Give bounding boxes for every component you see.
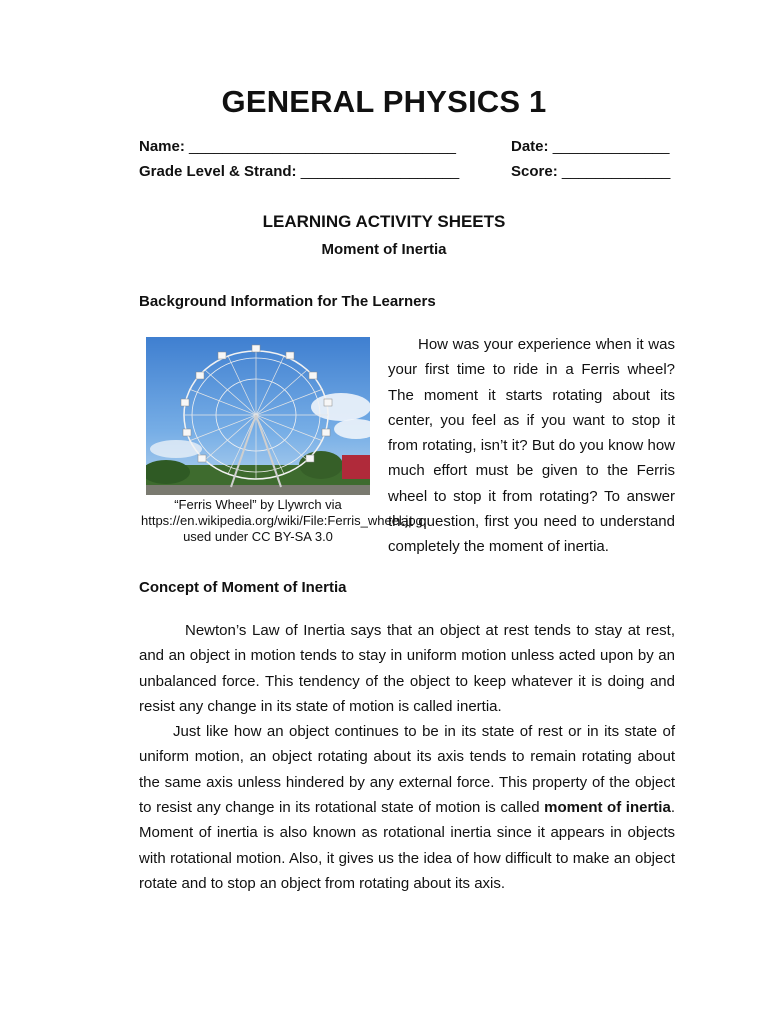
section-title: LEARNING ACTIVITY SHEETS	[262, 212, 506, 231]
concept-paragraph-1: Newton’s Law of Inertia says that an object at rest tends to stay at rest, and an object in motion tends to stay in uniform motion unless acted upon by an unbalanced force. This tendency of the object to keep whatever it is doing and resist any change in its state of motion is called inertia.	[139, 622, 675, 715]
image-caption: “Ferris Wheel” by Llywrch via https://en.wikipedia.org/wiki/File:Ferris_wheel.jpg, used under CC BY-SA 3.0	[141, 497, 427, 544]
score-field	[511, 163, 670, 180]
concept-paragraph-2-end: . Moment of inertia is also known as rotational inertia since it appears in objects with rotational motion. Also, it gives us the idea of how difficult to make an object rotate and to stop an object from rotating about its axis.	[139, 799, 675, 892]
score-label: Score:	[511, 163, 558, 180]
concept-body	[139, 618, 675, 896]
concept-paragraph-2-start: Just like how an object continues to be in its state of rest or in its state of uniform motion, an object rotating about its axis tends to remain rotating about the same axis unless hindered by any external force. This property of the object to resist any change in its rotational state of motion is called	[139, 723, 675, 817]
background-heading: Background Information for The Learners	[139, 293, 436, 310]
background-text: How was your experience when it was your first time to ride in a Ferris wheel? The moment it starts rotating about its center, you feel as if you want to stop it from rotating, isn’t it? But do you know how much effort must be given to the Ferris wheel to stop it from rotating? To answer that question, first you need to understand completely the moment of inertia.	[388, 336, 675, 556]
moment-of-inertia-term: moment of inertia	[544, 799, 671, 817]
name-label: Name:	[139, 138, 185, 155]
name-blank[interactable]: ________________________________	[189, 138, 456, 155]
score-blank[interactable]: _____________	[561, 163, 671, 180]
page-title: GENERAL PHYSICS 1	[221, 84, 547, 119]
date-label: Date:	[511, 138, 549, 155]
topic-title: Moment of Inertia	[321, 241, 447, 258]
background-paragraph	[388, 332, 675, 560]
name-field	[139, 138, 456, 155]
ferris-wheel-photo	[146, 337, 370, 495]
date-field	[511, 138, 669, 155]
grade-field	[139, 163, 459, 180]
grade-blank[interactable]: ___________________	[300, 163, 460, 180]
date-blank[interactable]: ______________	[552, 138, 670, 155]
grade-label: Grade Level & Strand:	[139, 163, 297, 180]
concept-heading: Concept of Moment of Inertia	[139, 579, 347, 596]
